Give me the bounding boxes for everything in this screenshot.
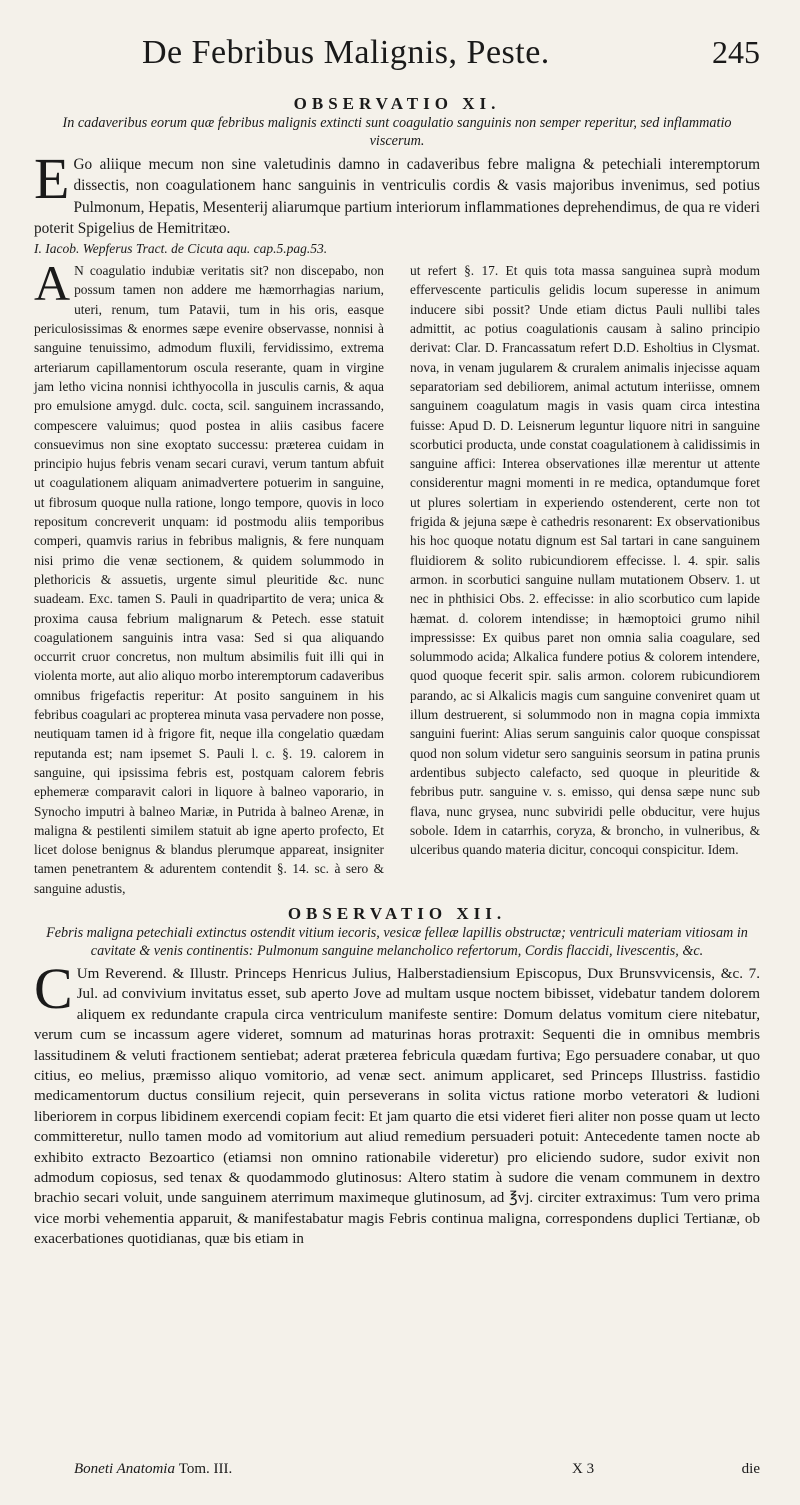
drop-cap-a: A xyxy=(34,255,71,312)
wepfer-citation: I. Iacob. Wepferus Tract. de Cicuta aqu. cap.5.pag.53. xyxy=(34,241,328,257)
drop-cap-e: E xyxy=(34,146,70,211)
observation-11-heading: OBSERVATIO XI. xyxy=(293,94,501,113)
signature-mark: X 3 xyxy=(572,1461,595,1477)
observation-12-paragraph xyxy=(34,955,760,1250)
observation-11 xyxy=(34,94,760,898)
footer-book-title xyxy=(74,1461,232,1478)
drop-cap-c: C xyxy=(34,955,73,1021)
volume-label: Tom. III. xyxy=(178,1461,233,1477)
right-column-text: ut refert §. 17. Et quis tota massa sanguinea suprà modum effervescente particulis gelidis locum superesse in animum inducere sibi possit? Unde etiam dictus Pauli nullibi tales admittit, ac potius coagulationis causam à salino principio derivat: Clar. D. Francassatum refert D.D. Esholtius in Clysmat. nova, in venam jugularem & cruralem animalis injecisse aquam separatoriam sed debiliorem, animal actutum interiisse, omnem sanguinem coagulatum magis in vasis quam circa intestina fuisse: Apud D. D. Leisnerum leguntur liquore nitri in sanguine scorbutici producta, unde constat coagulationem à calidissimis in sanguine affici: Interea observationes illæ merentur ut attente considerentur magni momenti in re medica, optandumque foret ut plures solertiam in experiendo ostenderent, certe non tot frigida & jejuna sæpe è cathedris resonarent: Ex observationibus his hoc quoque notatu dignum est Sal tartari in cane sanguinem fluidiorem & solito rubicundiorem effecisse. l. 4. spir. salis armon. in scorbutici sanguine nullam mutationem Observ. 1. ut nec in phthisici Obs. 2. effecisse: in alio scorbutico cum lapide hæmat. d. colorem intendisse; in hæmoptoici grumo nihil impressisse: Ex quibus paret non omnia salia coagulare, sed solummodo acida; Alkalica fundere potius & colorem intendere, quod quoque fecerit spir. salis armon. colorem rubicundiorem parando, ac si Alkalicis magis cum sanguine conveniret quam ut illum destruerent, si solummodo non in magna copia immixta sanguini fuerint: Alias serum sanguinis calor quoque conspissat quod non solum videtur sero sanguinis seorsum in patina prunis ardentibus subjecto calefacto, sed quoque in pleuritide & febribus putr. sanguine v. s. emisso, qui densa sæpe nunc sub flava, nunc grysea, nunc subviridi pelle obducitur, vere hujus sobole. Idem in catarrhis, coryza, & broncho, in vulneribus, & ulceribus quando materia dicitur, concoqui conspicitur. Idem. xyxy=(410,263,760,858)
catchword: die xyxy=(741,1461,760,1477)
observation-11-paragraph xyxy=(34,146,760,239)
two-column-block xyxy=(34,255,760,898)
right-column xyxy=(410,261,760,898)
page-number: 245 xyxy=(712,34,760,70)
running-title: De Febribus Malignis, Peste. xyxy=(142,34,550,71)
left-column-text: N coagulatio indubiæ veritatis sit? non discepabo, non possum tamen non addere me hæmorrhagias narium, uteri, renum, tum Patavii, tum in his oris, easque periculosissimas & enormes sæpe evenire observasse, nonnisi à sanguine tenuissimo, admodum fluxili, fervidissimo, extrema arteriarum capillamentorum oscula reserante, quam in virgine jam letho vicina nonnisi ichthyocolla in jusculis carnis, & aqua pro emulsione amygd. dulc. cocta, scil. sanguinem incrassando, compescere valuimus; quod postea in aliis casibus facere consuevimus non sine exoptato successu: præterea cuidam in principio hujus febris venam secari curavi, verum tantum abfuit ut coagulationem aliquam animadvertere potuerim in sanguine, ut fibrosum quoque nulla ratione, longo tempore, quovis in loco repositum concreverit unquam: id postmodu aliis temporibus comperi, quamvis rarius in febribus malignis, & fere nunquam nisi primo die venæ sectionem, & quidem solummodo in plethoricis & assuetis, urgente simul pleuritide &c. nunc suadeam. Exc. tamen S. Pauli in quadripartito de vera; unica & proxima causa febrium malignarum & Petech. esse statuit coagulationem sanguinis intra vasa: Sed si qua aliquando occurrit cruor concretus, non multum absimilis fuit illi qui in violenta morte, aut alio aliquo morbo interemptorum cadaveribus omnibus frigefactis reperitur: At posito sanguinem in his febribus coagulari ac propterea minuta vasa pervadere non posse, neutiquam tamen id à frigore fit, neque illa congelatio quædam reputanda est; nam ipsemet S. Pauli l. c. §. 19. calorem in sanguine, qui ipsissima febris est, postquam calorem febris ephemeræ comparavit calori in liquore à balneo vaporario, in Synocho imputri à balneo Mariæ, in Putrida à balneo Arenæ, in maligna & pestilenti similem statuit ab igne aperto profecto, Et licet dolose benignus & blandus plerumque appareat, insigniter tamen penetrantem & adurentem contendit §. 14. sc. à sero & sanguine adustis, xyxy=(34,263,384,896)
book-title: Boneti Anatomia xyxy=(74,1461,175,1477)
observation-12-heading: OBSERVATIO XII. xyxy=(287,903,507,923)
observation-11-text: Go aliique mecum non sine valetudinis damno in cadaveribus febre maligna & petechiali interemptorum dissectis, non coagulationem hanc sanguinis in ventriculis cordis & vasis majoribus invenimus, sed potius Pulmonum, Hepatis, Mesenterij aliarumque partium interiorum inflammationes deprehendimus, de qua re videri poterit Spigelius de Hemitritæo. xyxy=(34,156,760,237)
observation-12 xyxy=(34,904,760,1250)
left-column-paragraph xyxy=(34,255,384,898)
page-footer xyxy=(74,1461,760,1485)
observation-12-summary: Febris maligna petechiali extinctus ostendit vitium iecoris, vesicæ felleæ lapillis obstructæ; ventriculi materiam vitiosam in cavitate & venis continentis: Pulmonum sanguine melancholico refertorum, Cordis flaccidi, livescentis, &c. xyxy=(46,924,748,959)
left-column xyxy=(34,255,384,898)
observation-11-summary: In cadaveribus eorum quæ febribus malignis extincti sunt coagulatio sanguinis non semper reperitur, sed inflammatio viscerum. xyxy=(62,115,732,149)
running-head xyxy=(34,34,760,90)
observation-12-text: Um Reverend. & Illustr. Princeps Henricus Julius, Halberstadiensium Episcopus, Dux Brunsvvicensis, &c. 7. Jul. ad convivium invitatus esset, sub aperto Jove ad multam usque noctem bibisset, videbatur tandem dolorem aliquem ex redundante crapula circa ventriculum manifeste sentire: Domum delatus vomitum ciere nitebatur, verum cum se incassum agere videret, somnum ad maturinas horas protraxit: Sequenti die in omnibus membris lassitudinem & veluti fractionem sentiebat; aderat præterea febricula quædam furtiva; Ego persuadere conabar, ut quo citius, eo melius, præmisso aliquo vomitorio, ad venæ sect. animum applicaret, sed Princeps Illustriss. fastidio medicamentorum ductus consilium rejecit, quin perseverans in solita victus ratione morbo veteratori & ludioni liberiorem in corpus libidinem exercendi copiam fecit: Et jam quarto die etsi videret fieri aliter non posse quam ut lecto committeretur, nullo tamen modo ad vomitorium aut aliud remedium persuaderi potuit: Antecedente tamen nocte ab exhibito extracto Bezoartico (etiamsi non omnino rationabile videretur) pro eliciendo sudore, sudor exivit non admodum copiosus, sed tenax & quodammodo glutinosus: Altero statim à sudore die venam communem in dextro brachio secari voluit, unde sanguinem aterrimum maximeque glutinosum, ad ℥vj. circiter extraximus: Tum vero prima vice morbi vehementia apparuit, & manifestabatur magis Febris continua maligna, correspondens duplici Tertianæ, ob exacerbationes quotidianas, quæ bis etiam in xyxy=(34,965,760,1248)
